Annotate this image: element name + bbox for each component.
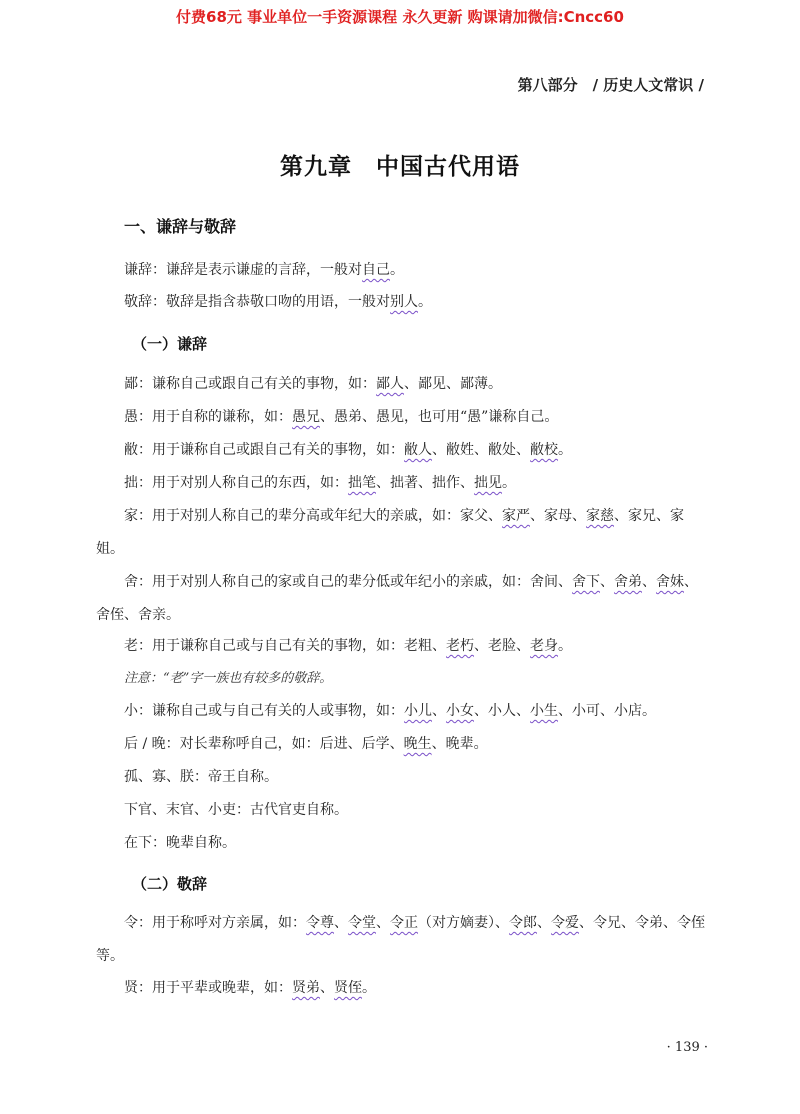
definition-qianci: 谦辞：谦辞是表示谦虚的言辞，一般对自己。: [124, 262, 404, 278]
entry-she: 舍：用于对别人称自己的家或自己的辈分低或年纪小的亲戚，如：舍间、舍下、舍弟、舍妹、舍侄、舍亲。: [96, 574, 698, 623]
entry-note: 注意：“老”字一族也有较多的敬辞。: [124, 671, 333, 686]
sub-heading-jingci: （二）敬辞: [132, 875, 208, 893]
entry-jia: 家：用于对别人称自己的辈分高或年纪大的亲戚，如：家父、家严、家母、家慈、家兄、家姐。: [96, 508, 684, 557]
entry-zaixia: 在下：晚辈自称。: [124, 835, 236, 851]
entry-xiaguan: 下官、末官、小吏：古代官吏自称。: [124, 802, 348, 818]
entry-lao: 老：用于谦称自己或与自己有关的事物，如：老粗、老朽、老脸、老身。: [124, 638, 572, 654]
entry-zhuo: 拙：用于对别人称自己的东西，如：拙笔、拙著、拙作、拙见。: [124, 475, 516, 491]
entry-yu: 愚：用于自称的谦称，如：愚兄、愚弟、愚见，也可用“愚”谦称自己。: [124, 409, 559, 425]
entry-xian: 贤：用于平辈或晚辈，如：贤弟、贤侄。: [124, 980, 376, 996]
entry-gu: 孤、寡、朕：帝王自称。: [124, 769, 278, 785]
section-heading: 一、谦辞与敬辞: [124, 217, 237, 236]
promo-banner: 付费68元 事业单位一手资源课程 永久更新 购课请加微信:Cncc60: [176, 8, 624, 26]
page-number: · 139 ·: [666, 1040, 708, 1055]
entry-bi: 鄙：谦称自己或跟自己有关的事物，如：鄙人、鄙见、鄙薄。: [124, 376, 502, 392]
chapter-title: 第九章 中国古代用语: [280, 153, 520, 180]
entry-hou: 后 / 晚：对长辈称呼自己，如：后进、后学、晚生、晚辈。: [124, 736, 488, 752]
entry-ling: 令：用于称呼对方亲属，如：令尊、令堂、令正（对方嫡妻）、令郎、令爱、令兄、令弟、令侄等。: [96, 915, 705, 964]
running-header: 第八部分 / 历史人文常识 /: [517, 76, 704, 94]
entry-bi2: 敝：用于谦称自己或跟自己有关的事物，如：敝人、敝姓、敝处、敝校。: [124, 442, 572, 458]
sub-heading-qianci: （一）谦辞: [132, 335, 208, 353]
definition-jingci: 敬辞：敬辞是指含恭敬口吻的用语，一般对别人。: [124, 294, 432, 310]
entry-xiao: 小：谦称自己或与自己有关的人或事物，如：小儿、小女、小人、小生、小可、小店。: [124, 703, 656, 719]
